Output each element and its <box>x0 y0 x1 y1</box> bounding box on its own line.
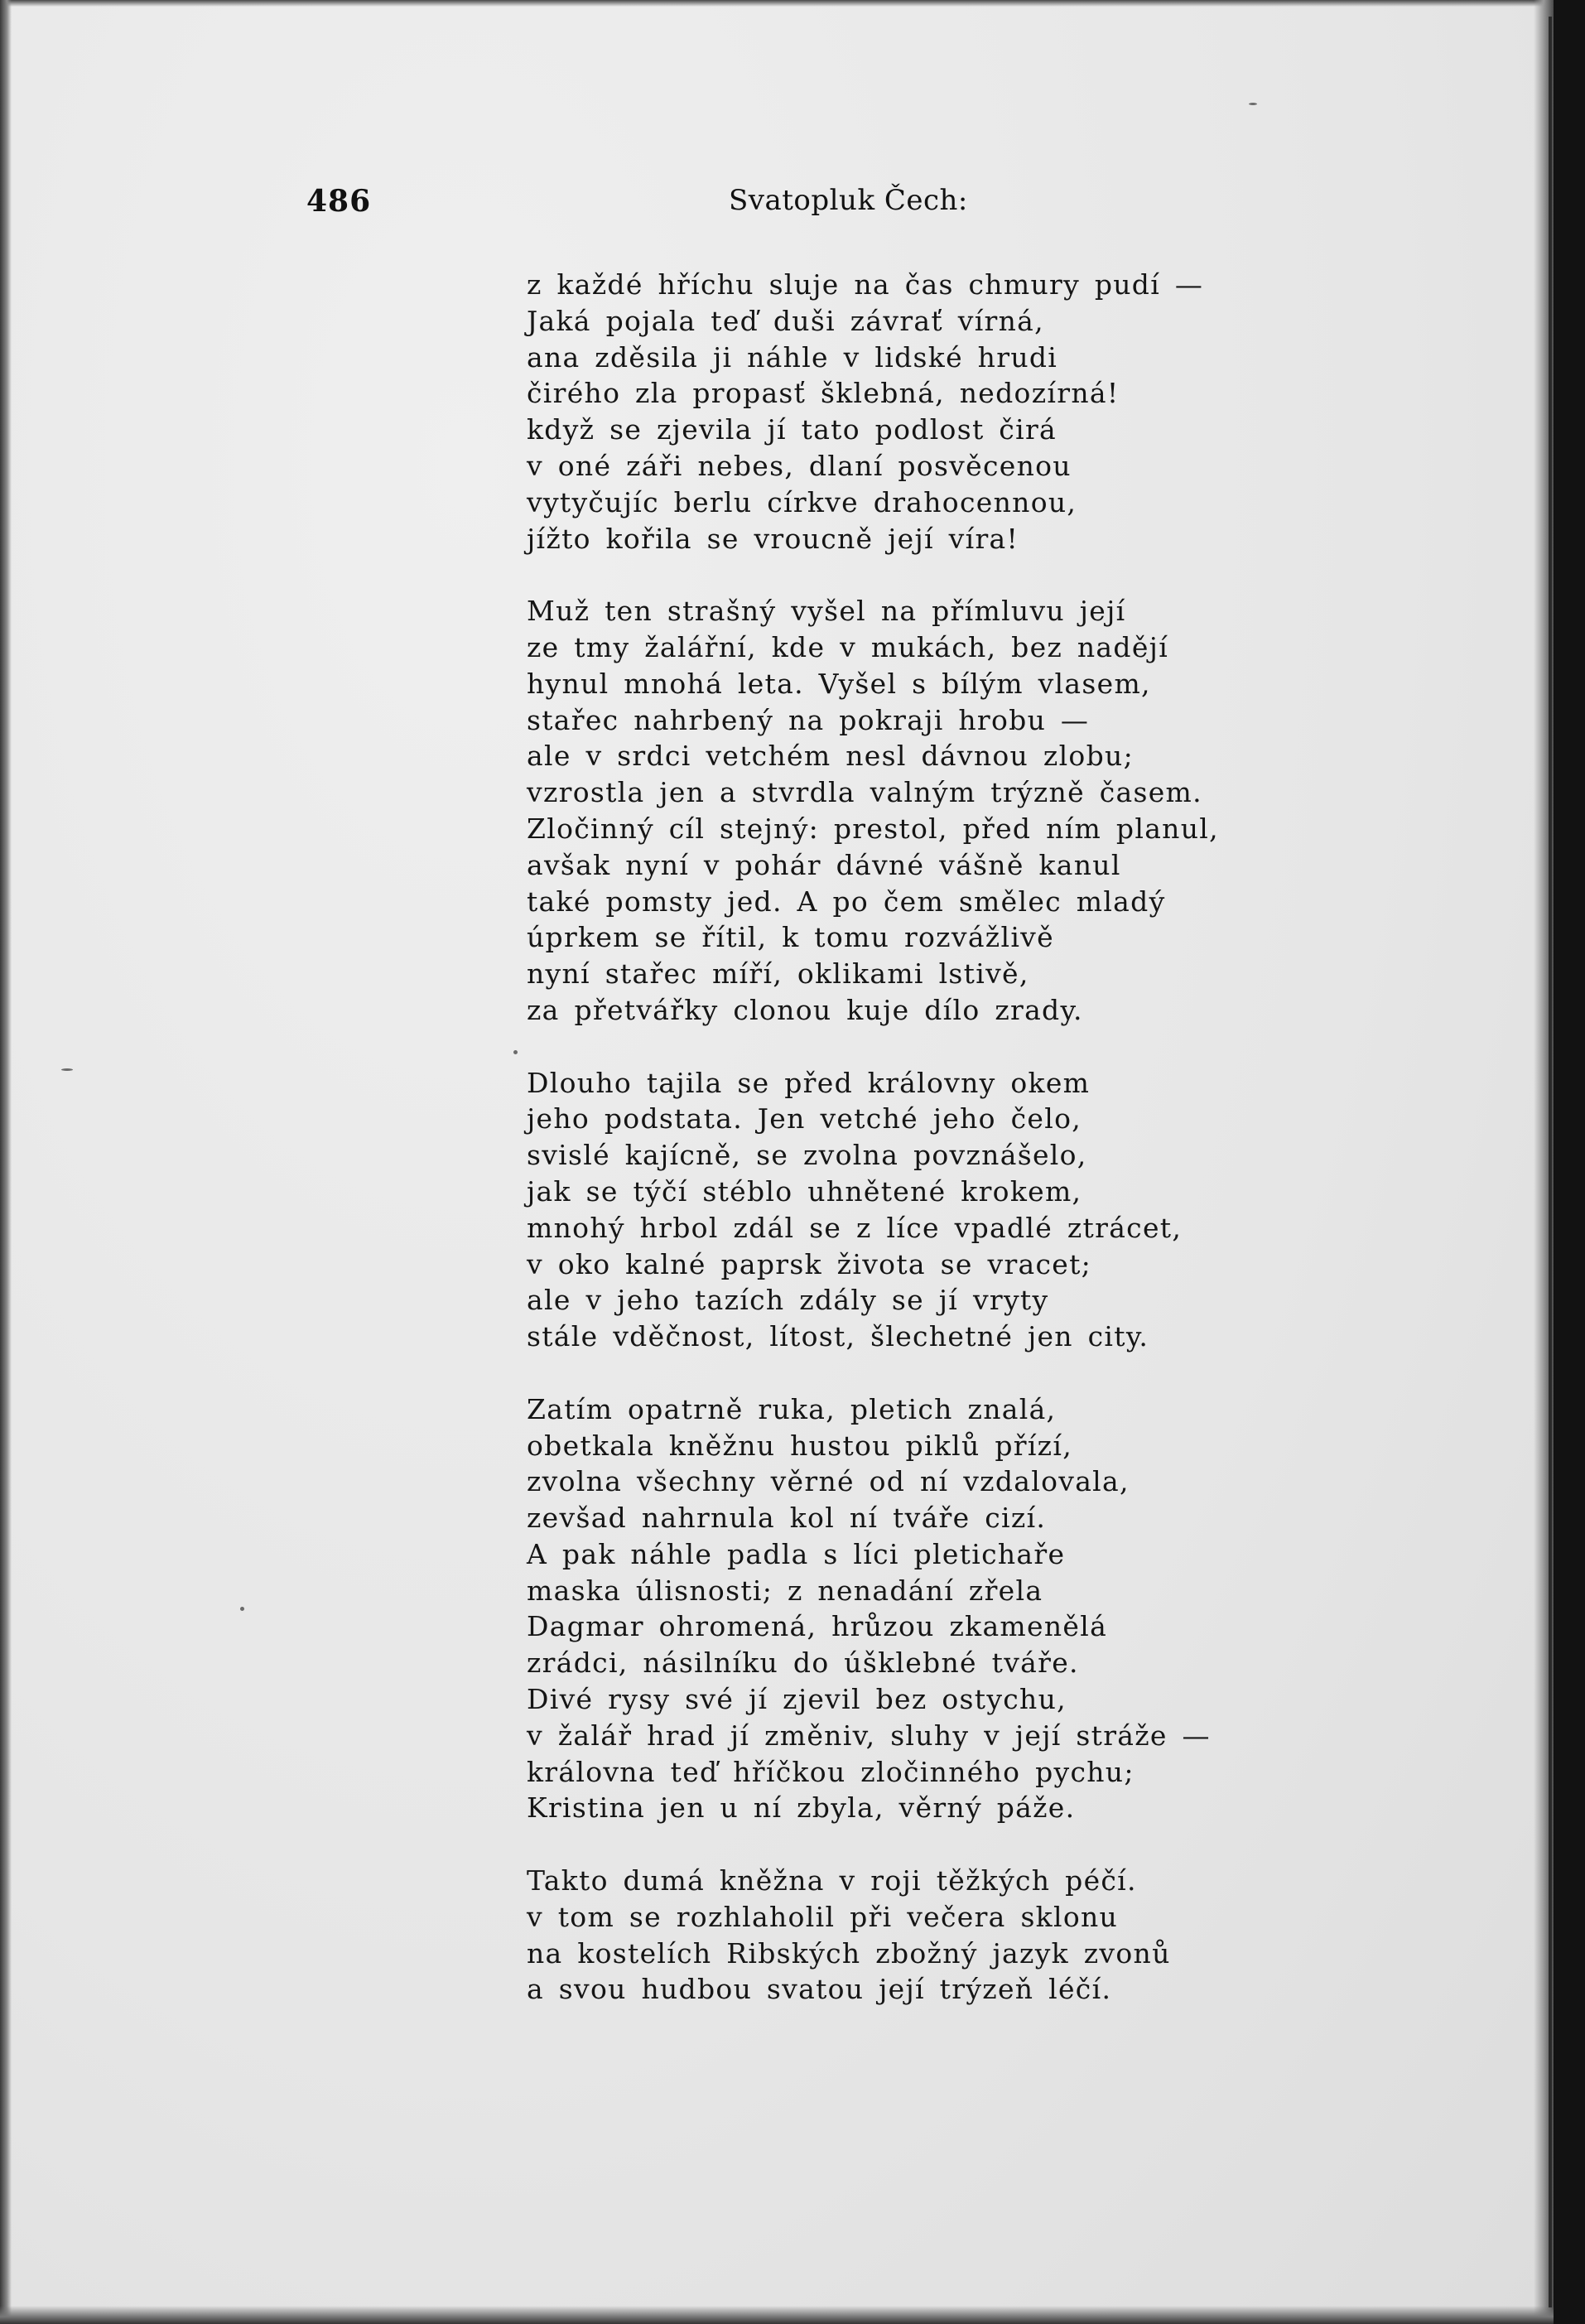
paper-speck <box>240 1607 244 1611</box>
page-header <box>306 184 1300 225</box>
verse-line: Zatím opatrně ruka, pletich znalá, <box>527 1392 1057 1425</box>
paper-speck <box>61 1068 73 1071</box>
verse-line: když se zjevila jí tato podlost čirá <box>527 413 1057 446</box>
verse-line: královna teď hříčkou zločinného pychu; <box>527 1755 1135 1788</box>
verse-line: obetkala kněžnu hustou piklů přízí, <box>527 1429 1073 1462</box>
paper-speck <box>1249 103 1257 105</box>
verse-line: Kristina jen u ní zbyla, věrný páže. <box>527 1791 1076 1825</box>
stanza <box>527 1863 1504 2008</box>
verse-line: Takto dumá kněžna v roji těžkých péčí. <box>527 1864 1137 1897</box>
verse-line: zvolna všechny věrné od ní vzdalovala, <box>527 1465 1130 1498</box>
verse-line: Dagmar ohromená, hrůzou zkamenělá <box>527 1610 1108 1643</box>
verse-line: na kostelích Ribských zbožný jazyk zvonů <box>527 1936 1171 1970</box>
verse-line: jížto kořila se vroucně její víra! <box>527 522 1019 555</box>
verse-line: také pomsty jed. A po čem smělec mladý <box>527 885 1166 918</box>
verse-line: hynul mnohá leta. Vyšel s bílým vlasem, <box>527 667 1151 700</box>
verse-line: jak se týčí stéblo uhnětené krokem, <box>527 1174 1082 1208</box>
verse-line: čirého zla propasť šklebná, nedozírná! <box>527 377 1120 410</box>
verse-line: zevšad nahrnula kol ní tváře cizí. <box>527 1502 1047 1535</box>
verse-line: vytyčujíc berlu církve drahocennou, <box>527 485 1077 518</box>
verse-line: Zločinný cíl stejný: prestol, před ním planul, <box>527 812 1219 845</box>
verse-line: maska úlisnosti; z nenadání zřela <box>527 1574 1043 1607</box>
verse-line: ze tmy žalářní, kde v mukách, bez nadějí <box>527 630 1169 663</box>
stanza <box>527 1065 1504 1355</box>
verse-line: vzrostla jen a stvrdla valným trýzně časem. <box>527 776 1202 809</box>
page-bottom-shadow <box>0 2306 1554 2324</box>
verse-line: Dlouho tajila se před královny okem <box>527 1066 1091 1099</box>
verse-line: úprkem se řítil, k tomu rozvážlivě <box>527 921 1054 954</box>
paper-speck <box>513 1050 518 1054</box>
verse-line: ale v jeho tazích zdály se jí vryty <box>527 1284 1049 1317</box>
verse-line: Jaká pojala teď duši závrať vírná, <box>527 304 1044 337</box>
verse-line: svislé kajícně, se zvolna povznášelo, <box>527 1139 1087 1172</box>
verse-line: ana zděsila ji náhle v lidské hrudi <box>527 340 1058 374</box>
poem-body <box>527 267 1504 2044</box>
page-top-shadow <box>0 0 1554 7</box>
running-head: Svatopluk Čech: <box>729 184 968 217</box>
verse-line: z každé hříchu sluje na čas chmury pudí — <box>527 268 1204 301</box>
verse-line: stařec nahrbený na pokraji hrobu — <box>527 703 1090 736</box>
stanza <box>527 1391 1504 1827</box>
verse-line: jeho podstata. Jen vetché jeho čelo, <box>527 1102 1082 1135</box>
verse-line: ale v srdci vetchém nesl dávnou zlobu; <box>527 740 1134 773</box>
verse-line: za přetvářky clonou kuje dílo zrady. <box>527 993 1083 1026</box>
verse-line: stále vděčnost, lítost, šlechetné jen city. <box>527 1320 1149 1353</box>
verse-line: v oko kalné paprsk života se vracet; <box>527 1247 1092 1280</box>
verse-line: a svou hudbou svatou její trýzeň léčí. <box>527 1973 1112 2006</box>
verse-line: A pak náhle padla s líci pletichaře <box>527 1537 1066 1570</box>
verse-line: avšak nyní v pohár dávné vášně kanul <box>527 848 1121 881</box>
page-left-shadow <box>0 0 12 2324</box>
book-spine-shadow <box>1554 0 1585 2324</box>
page-number: 486 <box>306 184 372 219</box>
verse-line: nyní stařec míří, oklikami lstivě, <box>527 957 1029 991</box>
stanza <box>527 593 1504 1029</box>
verse-line: Divé rysy své jí zjevil bez ostychu, <box>527 1683 1067 1716</box>
verse-line: v oné záři nebes, dlaní posvěcenou <box>527 449 1072 482</box>
verse-line: Muž ten strašný vyšel na přímluvu její <box>527 595 1126 628</box>
verse-line: v tom se rozhlaholil při večera sklonu <box>527 1900 1119 1933</box>
verse-line: v žalář hrad jí změniv, sluhy v její stráže — <box>527 1719 1211 1752</box>
page-gutter-line <box>1549 17 1552 2307</box>
stanza <box>527 267 1504 557</box>
verse-line: mnohý hrbol zdál se z líce vpadlé ztrácet, <box>527 1211 1183 1244</box>
verse-line: zrádci, násilníku do úšklebné tváře. <box>527 1647 1079 1680</box>
